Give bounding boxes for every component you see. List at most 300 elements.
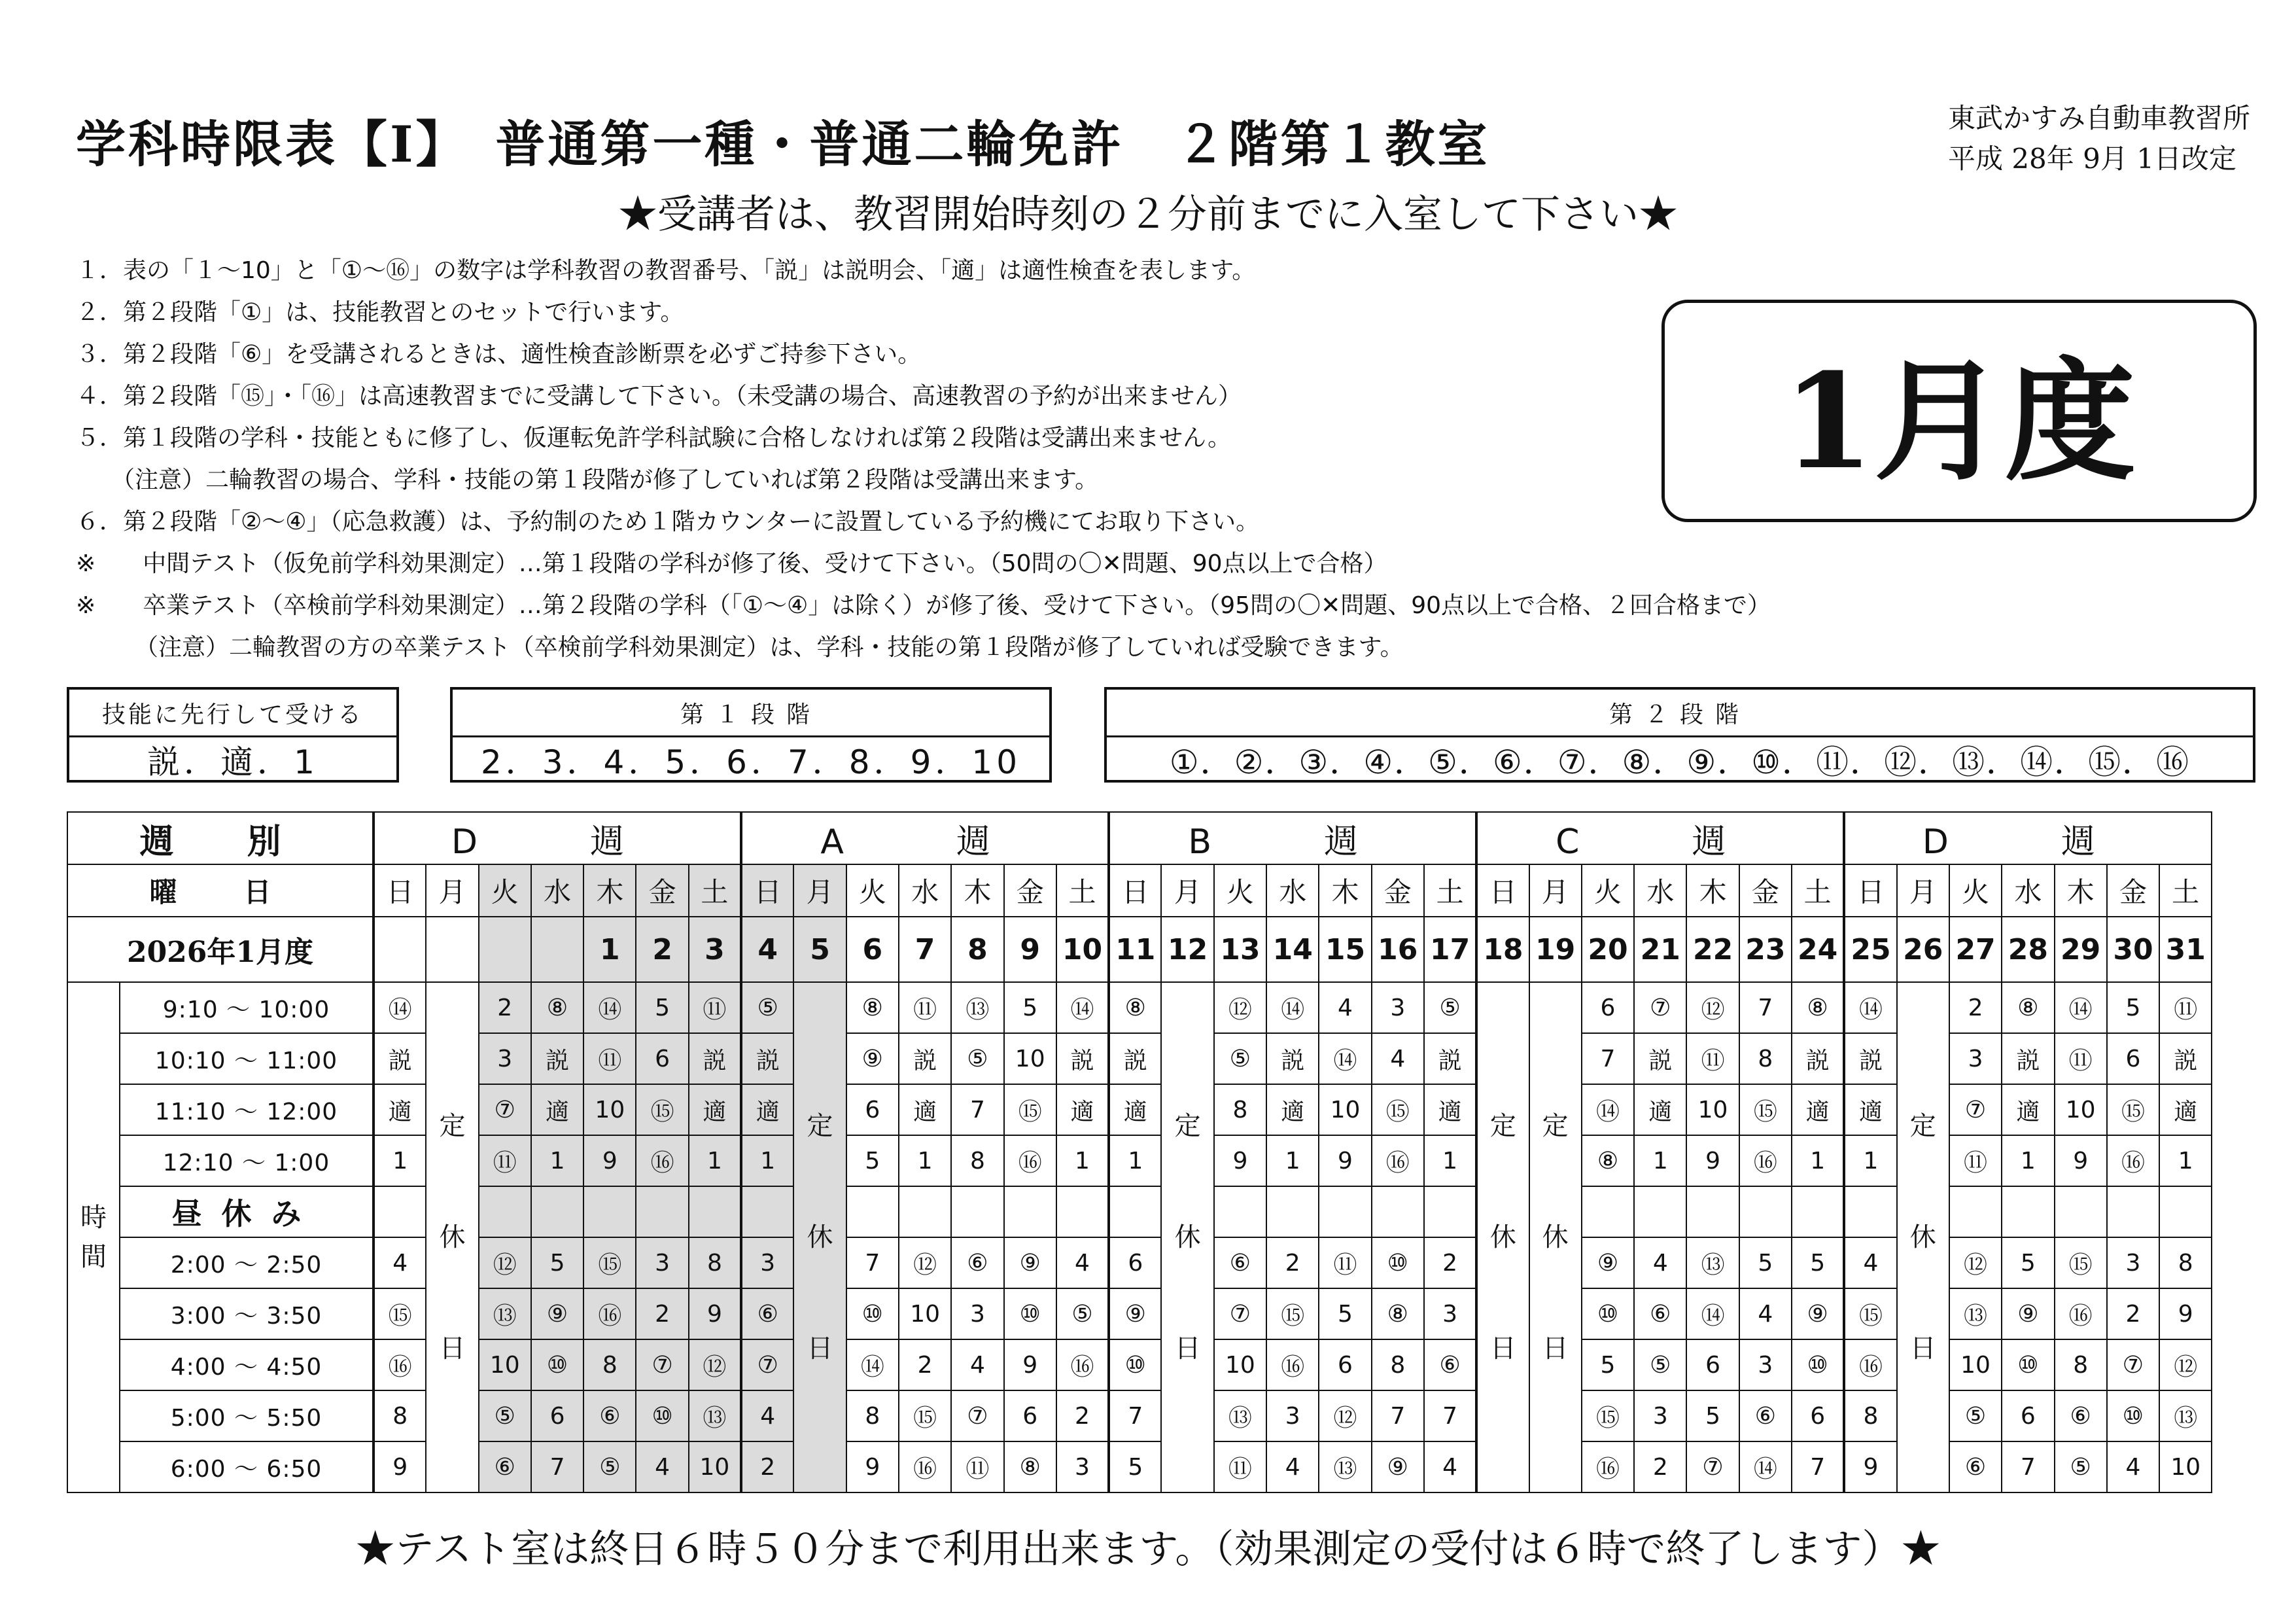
lesson-cell: 8: [846, 1390, 899, 1441]
lesson-cell: 8: [951, 1135, 1003, 1186]
lesson-cell: ⑫: [1319, 1390, 1371, 1441]
lesson-cell: ⑫: [689, 1339, 741, 1390]
lesson-cell: 8: [374, 1390, 426, 1441]
lesson-cell: ⑩: [1582, 1288, 1634, 1339]
lunch-cell: [1372, 1186, 1424, 1237]
lesson-cell: 1: [374, 1135, 426, 1186]
lesson-cell: ⑤: [1634, 1339, 1686, 1390]
time-slot: 6:00 ～ 6:50: [120, 1441, 374, 1492]
lesson-cell: ⑤: [1214, 1033, 1266, 1084]
date: 26: [1897, 917, 1949, 982]
lesson-cell: ⑭: [1582, 1084, 1634, 1135]
day-of-week: 火: [479, 864, 531, 917]
lesson-cell: 8: [1739, 1033, 1792, 1084]
lunch-cell: [583, 1186, 636, 1237]
day-of-week: 土: [2159, 864, 2212, 917]
lunch-cell: [1109, 1186, 1161, 1237]
lesson-cell: ⑭: [1844, 982, 1896, 1033]
lesson-cell: 適: [1056, 1084, 1109, 1135]
lesson-cell: ⑦: [636, 1339, 688, 1390]
lesson-cell: ⑫: [2159, 1339, 2212, 1390]
lesson-cell: 1: [2002, 1135, 2054, 1186]
day-of-week: 土: [1056, 864, 1109, 917]
day-of-week: 土: [1424, 864, 1476, 917]
date: [426, 917, 478, 982]
week-header: A 週: [741, 812, 1109, 864]
lesson-cell: 3: [1424, 1288, 1476, 1339]
lesson-cell: 6: [1109, 1237, 1161, 1288]
lesson-cell: 7: [531, 1441, 583, 1492]
lesson-cell: ⑨: [531, 1288, 583, 1339]
lesson-cell: ⑮: [1739, 1084, 1792, 1135]
day-of-week: 土: [1792, 864, 1844, 917]
day-of-week: 日: [741, 864, 793, 917]
lesson-cell: ⑮: [2055, 1237, 2107, 1288]
lesson-cell: 6: [636, 1033, 688, 1084]
lesson-cell: ⑤: [583, 1441, 636, 1492]
note-line: ３．第２段階「⑥」を受講されるときは、適性検査診断票を必ずご持参下さい。: [76, 341, 922, 368]
lesson-cell: 7: [1582, 1033, 1634, 1084]
day-of-week: 日: [1476, 864, 1529, 917]
day-of-week: 水: [2002, 864, 2054, 917]
lesson-cell: 適: [531, 1084, 583, 1135]
lesson-cell: ⑩: [1372, 1237, 1424, 1288]
lesson-cell: 1: [689, 1135, 741, 1186]
phase-pre-title: 技能に先行して受ける: [69, 690, 396, 737]
time-slot: 4:00 ～ 4:50: [120, 1339, 374, 1390]
lesson-cell: 2: [2107, 1288, 2159, 1339]
lunch-cell: [1844, 1186, 1896, 1237]
lesson-cell: ⑧: [531, 982, 583, 1033]
lesson-cell: ⑦: [479, 1084, 531, 1135]
lesson-cell: 4: [1634, 1237, 1686, 1288]
lesson-cell: 説: [1056, 1033, 1109, 1084]
lesson-cell: 4: [741, 1390, 793, 1441]
date: 15: [1319, 917, 1371, 982]
month-badge: 1月度: [1661, 300, 2257, 522]
lesson-cell: 5: [2107, 982, 2159, 1033]
lesson-cell: ⑪: [689, 982, 741, 1033]
lesson-cell: ⑪: [583, 1033, 636, 1084]
lesson-cell: ⑯: [2055, 1288, 2107, 1339]
time-slot: 11:10 ～ 12:00: [120, 1084, 374, 1135]
lunch-cell: [1739, 1186, 1792, 1237]
date: 14: [1266, 917, 1319, 982]
lesson-cell: ⑫: [1949, 1237, 2002, 1288]
lesson-cell: 説: [1266, 1033, 1319, 1084]
lesson-cell: ⑭: [583, 982, 636, 1033]
lesson-cell: 8: [689, 1237, 741, 1288]
lesson-cell: 1: [531, 1135, 583, 1186]
note-line: ５．第１段階の学科・技能ともに修了し、仮運転免許学科試験に合格しなければ第２段階は受講出来ません。: [76, 425, 1232, 451]
day-of-week: 月: [426, 864, 478, 917]
lesson-cell: ⑤: [1056, 1288, 1109, 1339]
lesson-cell: ⑭: [2055, 982, 2107, 1033]
time-slot: 12:10 ～ 1:00: [120, 1135, 374, 1186]
day-of-week: 火: [1214, 864, 1266, 917]
lesson-cell: 適: [1792, 1084, 1844, 1135]
lesson-cell: ⑥: [1949, 1441, 2002, 1492]
day-of-week: 金: [636, 864, 688, 917]
lesson-cell: ⑬: [1686, 1237, 1739, 1288]
lesson-cell: ⑮: [1372, 1084, 1424, 1135]
lesson-cell: 3: [1266, 1390, 1319, 1441]
lesson-cell: ⑬: [2159, 1390, 2212, 1441]
lunch-cell: [1424, 1186, 1476, 1237]
lesson-cell: ⑬: [1949, 1288, 2002, 1339]
lesson-cell: 説: [531, 1033, 583, 1084]
note-line: １．表の「１～10」と「①～⑯」の数字は学科教習の教習番号、「説」は説明会、「適」は適性検査を表します。: [76, 257, 1256, 284]
school-info: [1948, 98, 2250, 179]
lesson-cell: ⑫: [899, 1237, 951, 1288]
time-slot: 2:00 ～ 2:50: [120, 1237, 374, 1288]
date: 30: [2107, 917, 2159, 982]
lesson-cell: ⑥: [1739, 1390, 1792, 1441]
closed-day: 定 休 日: [426, 982, 478, 1492]
lesson-cell: ⑯: [1056, 1339, 1109, 1390]
date: 25: [1844, 917, 1896, 982]
time-label: 時 間: [67, 982, 120, 1492]
lunch-cell: [2107, 1186, 2159, 1237]
note-line: （注意）二輪教習の方の卒業テスト（卒検前学科効果測定）は、学科・技能の第１段階が修了していれば受験できます。: [76, 634, 1404, 661]
lesson-cell: ⑪: [479, 1135, 531, 1186]
lesson-cell: 4: [1266, 1441, 1319, 1492]
lesson-cell: 9: [374, 1441, 426, 1492]
lesson-cell: 10: [899, 1288, 951, 1339]
lesson-cell: ⑦: [741, 1339, 793, 1390]
date: [479, 917, 531, 982]
lesson-cell: 7: [1109, 1390, 1161, 1441]
lesson-cell: 10: [583, 1084, 636, 1135]
lesson-cell: ⑨: [846, 1033, 899, 1084]
closed-day: 定 休 日: [1529, 982, 1582, 1492]
lesson-cell: 9: [2159, 1288, 2212, 1339]
lunch-cell: [2055, 1186, 2107, 1237]
day-of-week: 火: [1949, 864, 2002, 917]
lesson-cell: ⑦: [1686, 1441, 1739, 1492]
lesson-cell: 8: [583, 1339, 636, 1390]
notes-list: [76, 250, 1771, 669]
lesson-cell: 適: [741, 1084, 793, 1135]
lesson-cell: ⑤: [741, 982, 793, 1033]
lesson-cell: 1: [1792, 1135, 1844, 1186]
lesson-cell: ⑭: [1266, 982, 1319, 1033]
lesson-cell: 4: [1372, 1033, 1424, 1084]
date: [374, 917, 426, 982]
date: 4: [741, 917, 793, 982]
lesson-cell: 8: [2055, 1339, 2107, 1390]
lesson-cell: ⑨: [1004, 1237, 1056, 1288]
lesson-cell: ⑯: [1582, 1441, 1634, 1492]
lesson-cell: 1: [1634, 1135, 1686, 1186]
lesson-cell: 3: [741, 1237, 793, 1288]
lesson-cell: ⑮: [583, 1237, 636, 1288]
date: 28: [2002, 917, 2054, 982]
day-of-week: 金: [2107, 864, 2159, 917]
lesson-cell: 6: [846, 1084, 899, 1135]
lesson-cell: ⑬: [1214, 1390, 1266, 1441]
time-slot: 3:00 ～ 3:50: [120, 1288, 374, 1339]
note-line: ４．第２段階「⑮」・「⑯」は高速教習までに受講して下さい。（未受講の場合、高速教習の予約が出来ません）: [76, 383, 1242, 410]
lesson-cell: 7: [1739, 982, 1792, 1033]
lesson-cell: 6: [1319, 1339, 1371, 1390]
lesson-cell: 6: [1004, 1390, 1056, 1441]
lesson-cell: ⑬: [1319, 1441, 1371, 1492]
lesson-cell: 4: [1056, 1237, 1109, 1288]
lesson-cell: ⑪: [1214, 1441, 1266, 1492]
day-of-week: 水: [1266, 864, 1319, 917]
week-header: D 週: [374, 812, 741, 864]
lesson-cell: 8: [1372, 1339, 1424, 1390]
lesson-cell: ⑤: [1424, 982, 1476, 1033]
day-of-week: 木: [2055, 864, 2107, 917]
lesson-cell: 適: [1109, 1084, 1161, 1135]
lesson-cell: ⑯: [374, 1339, 426, 1390]
lesson-cell: ⑥: [1214, 1237, 1266, 1288]
lesson-cell: ⑨: [1792, 1288, 1844, 1339]
lesson-cell: ⑧: [846, 982, 899, 1033]
lesson-cell: 8: [2159, 1237, 2212, 1288]
lesson-cell: 10: [1949, 1339, 2002, 1390]
lesson-cell: 7: [951, 1084, 1003, 1135]
lesson-cell: 8: [1844, 1390, 1896, 1441]
lesson-cell: 2: [1266, 1237, 1319, 1288]
lesson-cell: 1: [741, 1135, 793, 1186]
lesson-cell: 2: [1634, 1441, 1686, 1492]
lesson-cell: ⑯: [1266, 1339, 1319, 1390]
lunch-label: 昼休み: [120, 1186, 374, 1237]
lesson-cell: 6: [2107, 1033, 2159, 1084]
lesson-cell: 説: [2002, 1033, 2054, 1084]
lesson-cell: 適: [374, 1084, 426, 1135]
note-line: （注意）二輪教習の場合、学科・技能の第１段階が修了していれば第２段階は受講出来ます。: [76, 467, 1099, 493]
date: 6: [846, 917, 899, 982]
lesson-cell: ⑥: [583, 1390, 636, 1441]
date: 8: [951, 917, 1003, 982]
lesson-cell: 説: [1792, 1033, 1844, 1084]
lesson-cell: 3: [636, 1237, 688, 1288]
date: [531, 917, 583, 982]
lesson-cell: 説: [1634, 1033, 1686, 1084]
lesson-cell: ⑩: [2107, 1390, 2159, 1441]
lesson-cell: 1: [1266, 1135, 1319, 1186]
lesson-cell: 7: [1792, 1441, 1844, 1492]
lesson-cell: ⑮: [899, 1390, 951, 1441]
lesson-cell: ⑧: [1372, 1288, 1424, 1339]
date: 31: [2159, 917, 2212, 982]
lesson-cell: ⑥: [1634, 1288, 1686, 1339]
time-slot: 9:10 ～ 10:00: [120, 982, 374, 1033]
date: 7: [899, 917, 951, 982]
lesson-cell: 3: [951, 1288, 1003, 1339]
day-of-week: 日: [1844, 864, 1896, 917]
lesson-cell: ⑭: [1056, 982, 1109, 1033]
lesson-cell: 5: [846, 1135, 899, 1186]
lesson-cell: 5: [1739, 1237, 1792, 1288]
lesson-cell: ⑥: [741, 1288, 793, 1339]
date: 27: [1949, 917, 2002, 982]
date: 21: [1634, 917, 1686, 982]
lesson-cell: 5: [531, 1237, 583, 1288]
phase-stage2-items: ①．②．③．④．⑤．⑥．⑦．⑧．⑨．⑩．⑪．⑫．⑬．⑭．⑮．⑯: [1169, 743, 2191, 781]
school-name: 東武かすみ自動車教習所: [1947, 102, 2250, 134]
date-label: 2026年1月度: [67, 917, 374, 982]
lesson-cell: ⑭: [1319, 1033, 1371, 1084]
lesson-cell: 2: [1056, 1390, 1109, 1441]
lesson-cell: ⑬: [479, 1288, 531, 1339]
lesson-cell: 説: [1424, 1033, 1476, 1084]
week-label: 週 別: [67, 812, 374, 864]
day-of-week: 木: [951, 864, 1003, 917]
lesson-cell: 1: [1109, 1135, 1161, 1186]
lesson-cell: 2: [899, 1339, 951, 1390]
lesson-cell: 2: [479, 982, 531, 1033]
lesson-cell: ⑯: [1372, 1135, 1424, 1186]
lesson-cell: 6: [1792, 1390, 1844, 1441]
lunch-cell: [1949, 1186, 2002, 1237]
lesson-cell: 9: [583, 1135, 636, 1186]
date: 10: [1056, 917, 1109, 982]
lesson-cell: 5: [1582, 1339, 1634, 1390]
lesson-cell: ⑪: [2159, 982, 2212, 1033]
lesson-cell: 5: [1004, 982, 1056, 1033]
phase-pre-items: 説．適．1: [147, 743, 319, 781]
day-of-week: 火: [846, 864, 899, 917]
note-line: ２．第２段階「①」は、技能教習とのセットで行います。: [76, 299, 684, 326]
lesson-cell: 適: [2159, 1084, 2212, 1135]
lesson-cell: ⑩: [1109, 1339, 1161, 1390]
lesson-cell: ⑫: [1214, 982, 1266, 1033]
lesson-cell: ⑥: [479, 1441, 531, 1492]
lesson-cell: 9: [1004, 1339, 1056, 1390]
note-line: ※ 中間テスト（仮免前学科効果測定）…第１段階の学科が修了後、受けて下さい。（50問の〇✕問題、90点以上で合格）: [76, 550, 1387, 577]
date: 3: [689, 917, 741, 982]
lunch-cell: [1582, 1186, 1634, 1237]
lesson-cell: 10: [1686, 1084, 1739, 1135]
lesson-cell: ⑧: [1004, 1441, 1056, 1492]
week-header: D 週: [1844, 812, 2212, 864]
date: 17: [1424, 917, 1476, 982]
timetable: [67, 811, 2212, 1493]
date: 2: [636, 917, 688, 982]
lesson-cell: 10: [2055, 1084, 2107, 1135]
lunch-cell: [636, 1186, 688, 1237]
lesson-cell: ⑤: [2055, 1441, 2107, 1492]
lesson-cell: 適: [899, 1084, 951, 1135]
lunch-cell: [1634, 1186, 1686, 1237]
lesson-cell: ⑮: [1266, 1288, 1319, 1339]
time-slot: 5:00 ～ 5:50: [120, 1390, 374, 1441]
lunch-cell: [1792, 1186, 1844, 1237]
lesson-cell: ⑤: [479, 1390, 531, 1441]
lesson-cell: ⑭: [1739, 1441, 1792, 1492]
lesson-cell: ⑮: [1844, 1288, 1896, 1339]
lesson-cell: 7: [1424, 1390, 1476, 1441]
lesson-cell: ⑮: [636, 1084, 688, 1135]
lesson-cell: ⑩: [636, 1390, 688, 1441]
lunch-cell: [951, 1186, 1003, 1237]
lesson-cell: 4: [374, 1237, 426, 1288]
lesson-cell: 6: [531, 1390, 583, 1441]
lesson-cell: ⑫: [1686, 982, 1739, 1033]
lesson-cell: 4: [951, 1339, 1003, 1390]
closed-day: 定 休 日: [1161, 982, 1213, 1492]
lesson-cell: 7: [1372, 1390, 1424, 1441]
lesson-cell: 説: [2159, 1033, 2212, 1084]
lesson-cell: 3: [1739, 1339, 1792, 1390]
closed-day: 定 休 日: [1476, 982, 1529, 1492]
lesson-cell: 9: [1319, 1135, 1371, 1186]
week-header: B 週: [1109, 812, 1476, 864]
lesson-cell: ⑨: [1582, 1237, 1634, 1288]
lesson-cell: 1: [899, 1135, 951, 1186]
lesson-cell: 6: [2002, 1390, 2054, 1441]
lunch-cell: [741, 1186, 793, 1237]
lunch-cell: [1004, 1186, 1056, 1237]
lesson-cell: ⑪: [2055, 1033, 2107, 1084]
lunch-cell: [374, 1186, 426, 1237]
day-of-week: 日: [1109, 864, 1161, 917]
date: 1: [583, 917, 636, 982]
date: 29: [2055, 917, 2107, 982]
lesson-cell: 説: [374, 1033, 426, 1084]
day-of-week: 日: [374, 864, 426, 917]
lesson-cell: 1: [1056, 1135, 1109, 1186]
day-of-week: 土: [689, 864, 741, 917]
day-of-week: 月: [793, 864, 846, 917]
date: 19: [1529, 917, 1582, 982]
lesson-cell: ⑯: [1739, 1135, 1792, 1186]
lesson-cell: 1: [2159, 1135, 2212, 1186]
note-line: ※ 卒業テスト（卒検前学科効果測定）…第２段階の学科（「①～④」は除く）が修了後、受けて下さい。（95問の〇✕問題、90点以上で合格、２回合格まで）: [76, 592, 1771, 619]
closed-day: 定 休 日: [793, 982, 846, 1492]
day-of-week: 火: [1582, 864, 1634, 917]
lesson-cell: ⑬: [689, 1390, 741, 1441]
lesson-cell: 4: [1424, 1441, 1476, 1492]
lesson-cell: 5: [1686, 1390, 1739, 1441]
lesson-cell: 10: [479, 1339, 531, 1390]
date: 12: [1161, 917, 1213, 982]
lunch-cell: [479, 1186, 531, 1237]
lesson-cell: ⑯: [1844, 1339, 1896, 1390]
lesson-cell: ⑧: [1582, 1135, 1634, 1186]
lesson-cell: ⑦: [2107, 1339, 2159, 1390]
lesson-cell: ⑯: [583, 1288, 636, 1339]
lesson-cell: ⑫: [479, 1237, 531, 1288]
day-of-week: 金: [1739, 864, 1792, 917]
day-of-week: 金: [1372, 864, 1424, 917]
lesson-cell: 適: [1844, 1084, 1896, 1135]
lesson-cell: ⑪: [1686, 1033, 1739, 1084]
lesson-cell: 3: [1634, 1390, 1686, 1441]
lesson-cell: 説: [741, 1033, 793, 1084]
phase-stage1-items: 2．3．4．5．6．7．8．9．10: [480, 743, 1022, 781]
lunch-cell: [1319, 1186, 1371, 1237]
notice-top: ★受講者は、教習開始時刻の２分前までに入室して下さい★: [618, 192, 1678, 238]
lesson-cell: 2: [1424, 1237, 1476, 1288]
lesson-cell: ⑪: [951, 1441, 1003, 1492]
date: 11: [1109, 917, 1161, 982]
lesson-cell: 3: [1372, 982, 1424, 1033]
lesson-cell: ⑯: [2107, 1135, 2159, 1186]
lesson-cell: ⑧: [2002, 982, 2054, 1033]
phase-pre-box: [67, 687, 399, 783]
lesson-cell: ⑮: [1004, 1084, 1056, 1135]
lesson-cell: 3: [2107, 1237, 2159, 1288]
lesson-cell: 9: [846, 1441, 899, 1492]
lesson-cell: ⑪: [1949, 1135, 2002, 1186]
lesson-cell: ⑩: [531, 1339, 583, 1390]
